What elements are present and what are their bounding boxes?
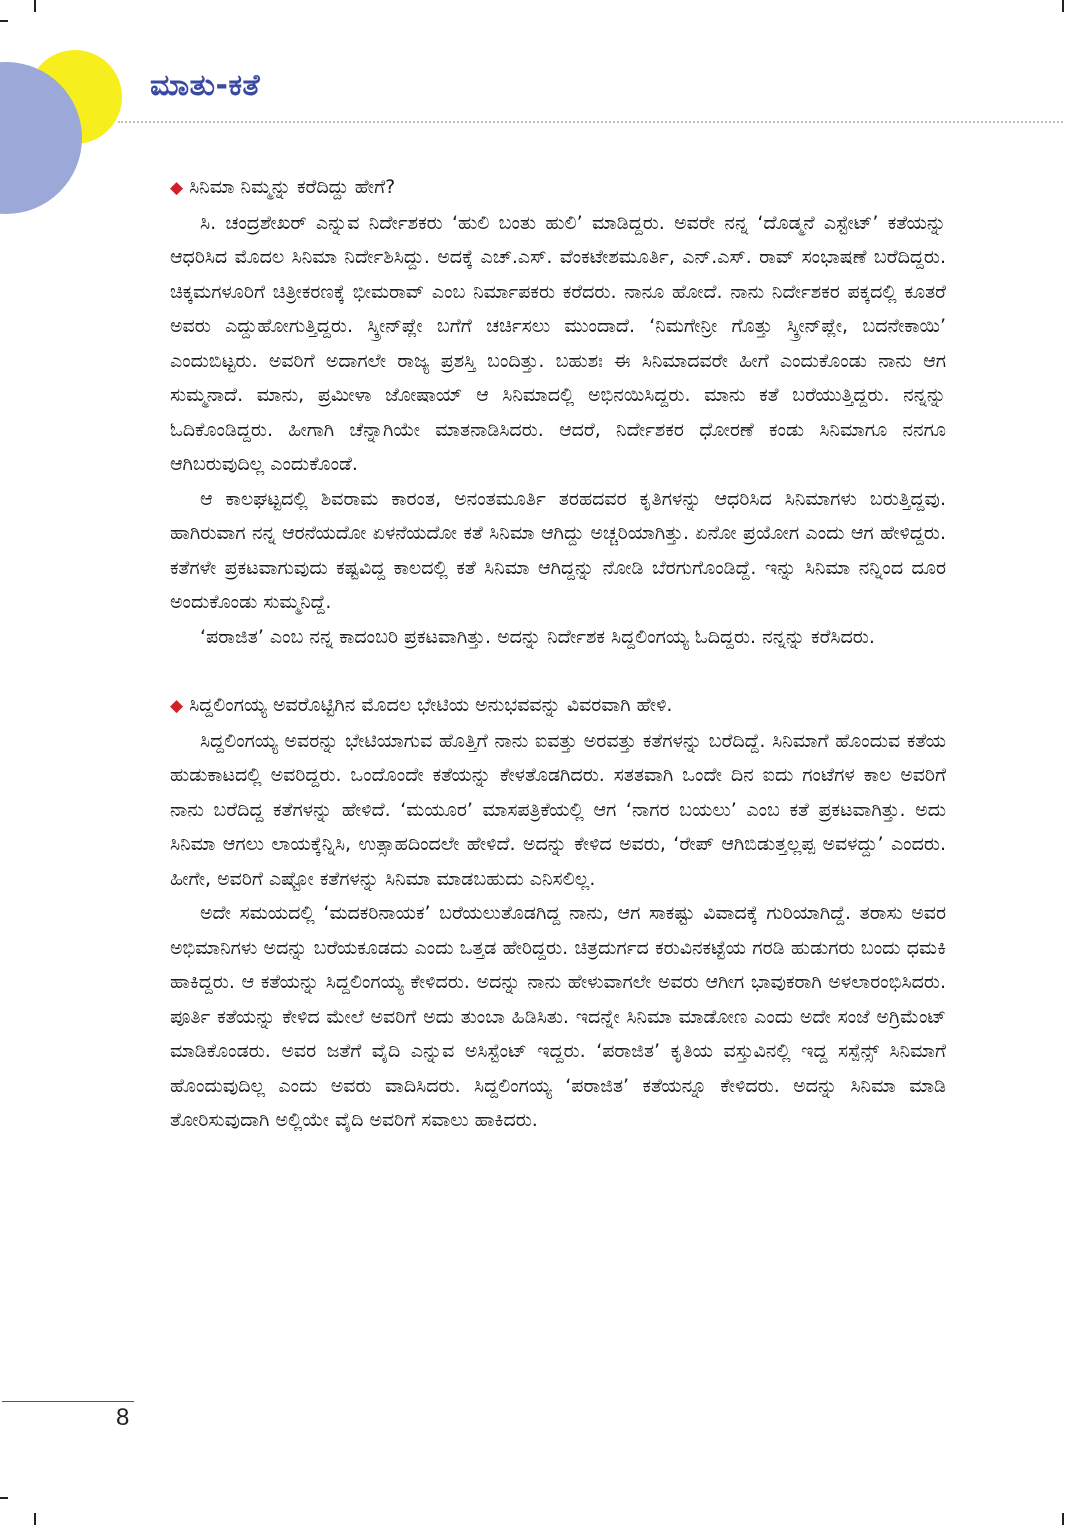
- qa-section: [170, 688, 946, 1138]
- answer-paragraph: ‘ಪರಾಜಿತ’ ಎಂಬ ನನ್ನ ಕಾದಂಬರಿ ಪ್ರಕಟವಾಗಿತ್ತು. ಅದನ್ನು ನಿರ್ದೇಶಕ ಸಿದ್ದಲಿಂಗಯ್ಯ ಓದಿದ್ದರು. ನನ್ನನ್ನು ಕರೆಸಿದರು.: [200, 625, 875, 648]
- diamond-bullet-icon: ◆: [170, 178, 184, 198]
- header-dotted-divider: [118, 121, 1063, 123]
- answer-paragraph: ಸಿ. ಚಂದ್ರಶೇಖರ್ ಎನ್ನುವ ನಿರ್ದೇಶಕರು ‘ಹುಲಿ ಬಂತು ಹುಲಿ’ ಮಾಡಿದ್ದರು. ಅವರೇ ನನ್ನ ‘ದೊಡ್ಮನೆ ಎಸ್ಟೇಟ್’ ಕತೆಯನ್ನು ಆಧರಿಸಿದ ಮೊದಲ ಸಿನಿಮಾ ನಿರ್ದೇಶಿಸಿದ್ದು. ಅದಕ್ಕೆ ಎಚ್.ಎಸ್. ವೆಂಕಟೇಶಮೂರ್ತಿ, ಎನ್.ಎಸ್. ರಾವ್ ಸಂಭಾಷಣೆ ಬರೆದಿದ್ದರು. ಚಿಕ್ಕಮಗಳೂರಿಗೆ ಚಿತ್ರೀಕರಣಕ್ಕೆ ಭೀಮರಾವ್ ಎಂಬ ನಿರ್ಮಾಪಕರು ಕರೆದರು. ನಾನೂ ಹೋದೆ. ನಾನು ನಿರ್ದೇಶಕರ ಪಕ್ಕದಲ್ಲಿ ಕೂತರೆ ಅವರು ಎದ್ದುಹೋಗುತ್ತಿದ್ದರು. ಸ್ಕ್ರೀನ್‌ಪ್ಲೇ ಬಗೆಗೆ ಚರ್ಚಿಸಲು ಮುಂದಾದೆ. ‘ನಿಮಗೇನ್ರೀ ಗೊತ್ತು ಸ್ಕ್ರೀನ್‌ಪ್ಲೇ, ಬದನೇಕಾಯಿ’ ಎಂದುಬಿಟ್ಟರು. ಅವರಿಗೆ ಅದಾಗಲೇ ರಾಜ್ಯ ಪ್ರಶಸ್ತಿ ಬಂದಿತ್ತು. ಬಹುಶಃ ಈ ಸಿನಿಮಾದವರೇ ಹೀಗೆ ಎಂದುಕೊಂಡು ನಾನು ಆಗ ಸುಮ್ಮನಾದೆ. ಮಾನು, ಪ್ರಮೀಳಾ ಜೋಷಾಯ್ ಆ ಸಿನಿಮಾದಲ್ಲಿ ಅಭಿನಯಿಸಿದ್ದರು. ಮಾನು ಕತೆ ಬರೆಯುತ್ತಿದ್ದರು. ನನ್ನನ್ನು ಓದಿಕೊಂಡಿದ್ದರು. ಹೀಗಾಗಿ ಚೆನ್ನಾಗಿಯೇ ಮಾತನಾಡಿಸಿದರು. ಆದರೆ, ನಿರ್ದೇಶಕರ ಧೋರಣೆ ಕಂಡು ಸಿನಿಮಾಗೂ ನನಗೂ ಆಗಿಬರುವುದಿಲ್ಲ ಎಂದುಕೊಂಡೆ.: [170, 211, 946, 475]
- footer-divider: [2, 1401, 134, 1402]
- article-body: [170, 170, 946, 1138]
- section-title: ಮಾತು-ಕತೆ: [150, 68, 261, 103]
- answer-paragraph: ಆ ಕಾಲಘಟ್ಟದಲ್ಲಿ ಶಿವರಾಮ ಕಾರಂತ, ಅನಂತಮೂರ್ತಿ ತರಹದವರ ಕೃತಿಗಳನ್ನು ಆಧರಿಸಿದ ಸಿನಿಮಾಗಳು ಬರುತ್ತಿದ್ದವು. ಹಾಗಿರುವಾಗ ನನ್ನ ಆರನೆಯದೋ ಏಳನೆಯದೋ ಕತೆ ಸಿನಿಮಾ ಆಗಿದ್ದು ಅಚ್ಚರಿಯಾಗಿತ್ತು. ಏನೋ ಪ್ರಯೋಗ ಎಂದು ಆಗ ಹೇಳಿದ್ದರು. ಕತೆಗಳೇ ಪ್ರಕಟವಾಗುವುದು ಕಷ್ಟವಿದ್ದ ಕಾಲದಲ್ಲಿ ಕತೆ ಸಿನಿಮಾ ಆಗಿದ್ದನ್ನು ನೋಡಿ ಬೆರಗುಗೊಂಡಿದ್ದೆ. ಇನ್ನು ಸಿನಿಮಾ ನನ್ನಿಂದ ದೂರ ಅಂದುಕೊಂಡು ಸುಮ್ಮನಿದ್ದೆ.: [170, 487, 946, 613]
- crop-mark-top-left: [34, 0, 36, 12]
- crop-mark-top-right: [1062, 0, 1064, 12]
- diamond-bullet-icon: ◆: [170, 696, 184, 716]
- answer-paragraph: ಅದೇ ಸಮಯದಲ್ಲಿ ‘ಮದಕರಿನಾಯಕ’ ಬರೆಯಲುತೊಡಗಿದ್ದ ನಾನು, ಆಗ ಸಾಕಷ್ಟು ವಿವಾದಕ್ಕೆ ಗುರಿಯಾಗಿದ್ದೆ. ತರಾಸು ಅವರ ಅಭಿಮಾನಿಗಳು ಅದನ್ನು ಬರೆಯಕೂಡದು ಎಂದು ಒತ್ತಡ ಹೇರಿದ್ದರು. ಚಿತ್ರದುರ್ಗದ ಕರುವಿನಕಟ್ಟೆಯ ಗರಡಿ ಹುಡುಗರು ಬಂದು ಧಮಕಿ ಹಾಕಿದ್ದರು. ಆ ಕತೆಯನ್ನು ಸಿದ್ದಲಿಂಗಯ್ಯ ಕೇಳಿದರು. ಅದನ್ನು ನಾನು ಹೇಳುವಾಗಲೇ ಅವರು ಆಗೀಗ ಭಾವುಕರಾಗಿ ಅಳಲಾರಂಭಿಸಿದರು. ಪೂರ್ತಿ ಕತೆಯನ್ನು ಕೇಳಿದ ಮೇಲೆ ಅವರಿಗೆ ಅದು ತುಂಬಾ ಹಿಡಿಸಿತು. ಇದನ್ನೇ ಸಿನಿಮಾ ಮಾಡೋಣ ಎಂದು ಅದೇ ಸಂಜೆ ಅಗ್ರಿಮೆಂಟ್ ಮಾಡಿಕೊಂಡರು. ಅವರ ಜತೆಗೆ ವೈದಿ ಎನ್ನುವ ಅಸಿಸ್ಟೆಂಟ್ ಇದ್ದರು. ‘ಪರಾಜಿತ’ ಕೃತಿಯ ವಸ್ತುವಿನಲ್ಲಿ ಇದ್ದ ಸಸ್ಪೆನ್ಸ್ ಸಿನಿಮಾಗೆ ಹೊಂದುವುದಿಲ್ಲ ಎಂದು ಅವರು ವಾದಿಸಿದರು. ಸಿದ್ದಲಿಂಗಯ್ಯ ‘ಪರಾಜಿತ’ ಕತೆಯನ್ನೂ ಕೇಳಿದರು. ಅದನ್ನು ಸಿನಿಮಾ ಮಾಡಿ ತೋರಿಸುವುದಾಗಿ ಅಲ್ಲಿಯೇ ವೈದಿ ಅವರಿಗೆ ಸವಾಲು ಹಾಕಿದರು.: [170, 902, 946, 1131]
- qa-section: [170, 170, 946, 654]
- page-number: 8: [116, 1404, 130, 1431]
- crop-mark-bottom-right: [1062, 1513, 1064, 1525]
- crop-mark-left-upper: [0, 20, 8, 22]
- question-text: ಸಿನಿಮಾ ನಿಮ್ಮನ್ನು ಕರೆದಿದ್ದು ಹೇಗೆ?: [189, 176, 396, 198]
- answer-paragraph: ಸಿದ್ದಲಿಂಗಯ್ಯ ಅವರನ್ನು ಭೇಟಿಯಾಗುವ ಹೊತ್ತಿಗೆ ನಾನು ಐವತ್ತು ಅರವತ್ತು ಕತೆಗಳನ್ನು ಬರೆದಿದ್ದೆ. ಸಿನಿಮಾಗೆ ಹೊಂದುವ ಕತೆಯ ಹುಡುಕಾಟದಲ್ಲಿ ಅವರಿದ್ದರು. ಒಂದೊಂದೇ ಕತೆಯನ್ನು ಕೇಳತೊಡಗಿದರು. ಸತತವಾಗಿ ಒಂದೇ ದಿನ ಐದು ಗಂಟೆಗಳ ಕಾಲ ಅವರಿಗೆ ನಾನು ಬರೆದಿದ್ದ ಕತೆಗಳನ್ನು ಹೇಳಿದೆ. ‘ಮಯೂರ’ ಮಾಸಪತ್ರಿಕೆಯಲ್ಲಿ ಆಗ ‘ನಾಗರ ಬಯಲು’ ಎಂಬ ಕತೆ ಪ್ರಕಟವಾಗಿತ್ತು. ಅದು ಸಿನಿಮಾ ಆಗಲು ಲಾಯಕ್ಕೆನ್ನಿಸಿ, ಉತ್ಸಾಹದಿಂದಲೇ ಹೇಳಿದೆ. ಅದನ್ನು ಕೇಳಿದ ಅವರು, ‘ರೇಪ್ ಆಗಿಬಿಡುತ್ತಲ್ಲಪ್ಪ ಅವಳದ್ದು’ ಎಂದರು. ಹೀಗೇ, ಅವರಿಗೆ ಎಷ್ಟೋ ಕತೆಗಳನ್ನು ಸಿನಿಮಾ ಮಾಡಬಹುದು ಎನಿಸಲಿಲ್ಲ.: [170, 729, 946, 890]
- crop-mark-bottom-left: [34, 1513, 36, 1525]
- question-text: ಸಿದ್ದಲಿಂಗಯ್ಯ ಅವರೊಟ್ಟಿಗಿನ ಮೊದಲ ಭೇಟಿಯ ಅನುಭವವನ್ನು ವಿವರವಾಗಿ ಹೇಳಿ.: [189, 694, 673, 716]
- question: [170, 688, 946, 724]
- question: [170, 170, 946, 206]
- crop-mark-left-lower: [0, 1497, 8, 1499]
